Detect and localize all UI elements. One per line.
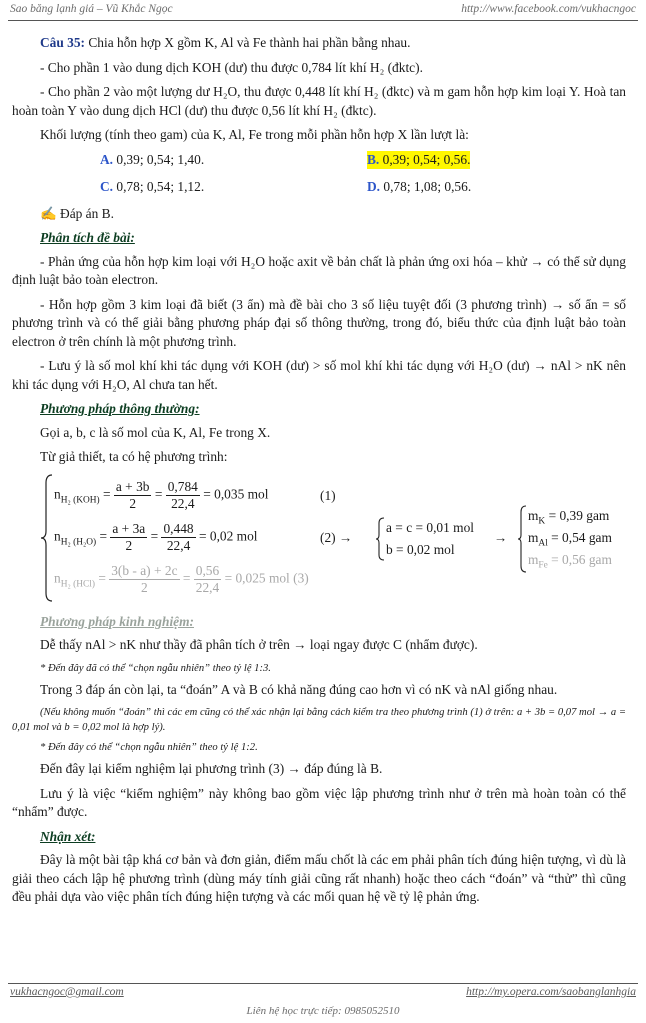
experience-p4: Lưu ý là việc “kiểm nghiệm” này không bao gồm việc lập phương trình như ở trên mà hoàn toàn có thể “nhẩm” được. <box>12 785 626 819</box>
experience-note-3: * Đến đây có thể “chọn ngẫu nhiên” theo tỷ lệ 1:2. <box>40 742 258 753</box>
option-d[interactable]: D. 0,78; 1,08; 0,56. <box>367 178 472 194</box>
mass-k: $m_K = 0,39$ gam <box>528 507 610 527</box>
left-brace <box>40 473 54 603</box>
solution-b: b = 0,02 mol <box>386 541 455 557</box>
header-rule <box>8 20 638 21</box>
equation-2-tag: (2) → <box>320 529 353 545</box>
equation-1-tag: (1) <box>320 487 336 503</box>
analysis-p3: - Lưu ý là số mol khí khi tác dụng với KOH (dư) > số mol khí khi tác dụng với H₂O (dư) → nAl > nK nên khi tác dụng với H₂O, Al chưa tan hết. <box>12 358 626 392</box>
equation-system <box>12 473 626 603</box>
document-body <box>12 34 626 913</box>
page-header <box>10 3 636 15</box>
header-link[interactable]: http://www.facebook.com/vukhacngoc <box>461 3 636 15</box>
question-label: Câu 35: <box>40 35 86 50</box>
analysis-p1: - Phản ứng của hỗn hợp kim loại với H₂O hoặc axit về bản chất là phản ứng oxi hóa – khử → có thể sử dụng định luật bảo toàn electron. <box>12 253 626 287</box>
result-arrow: → <box>494 529 508 545</box>
remark-p1: Đây là một bài tập khá cơ bản và đơn giản, điểm mấu chốt là các em phải phân tích đúng hiện tượng, vì dù là giải theo cách lập hệ phương trình (dùng máy tính giải cũng rất nhanh) hoặc theo cách “đoán” và “thử” thì cũng đều phải dựa vào việc phân tích đúng hiện tượng và các mối quan hệ về tỷ lệ phản ứng. <box>12 852 626 904</box>
experience-p2: Trong 3 đáp án còn lại, ta “đoán” A và B có khả năng đúng cao hơn vì có nK và nAl giống nhau. <box>40 681 558 697</box>
footer-email[interactable]: vukhacngoc@gmail.com <box>10 986 124 998</box>
header-author: Sao băng lạnh giá – Vũ Khắc Ngọc <box>10 3 173 15</box>
analysis-p2: - Hỗn hợp gồm 3 kim loại đã biết (3 ẩn) mà đề bài cho 3 số liệu tuyệt đối (3 phương trình) → số ẩn = số phương trình và có thể giải bằng phương pháp đại số thông thường, trong đó, biểu thức của định luật bảo toàn electron ở trên chính là một phương trình. <box>12 296 626 349</box>
footer-link[interactable]: http://my.opera.com/saobanglanhgia <box>466 986 636 998</box>
experience-method-heading: Phương pháp kinh nghiệm: <box>40 613 194 629</box>
experience-p1: Dễ thấy nAl > nK như thầy đã phân tích ở trên → loại ngay được C (nhẩm được). <box>40 637 478 652</box>
equation-2: $n_{H_2 (H_2O)}$ = $\frac{a + 3a}{2}$ = $\frac{0,448}{22,4}$ = 0,02 mol <box>54 520 258 553</box>
remark-heading: Nhận xét: <box>40 828 96 844</box>
options-row-1 <box>12 151 626 173</box>
normal-p2: Từ giả thiết, ta có hệ phương trình: <box>40 449 228 464</box>
mass-al: $m_{Al} = 0,54$ gam <box>528 529 612 549</box>
equation-3: $n_{H_2 (HCl)}$ = $\frac{3(b - a) + 2c}{2}$ = $\frac{0,56}{22,4}$ = 0,025 mol (3) <box>54 562 309 595</box>
mass-fe: $m_{Fe} = 0,56$ gam <box>528 551 612 571</box>
analysis-heading: Phân tích đề bài: <box>40 230 135 245</box>
question-stem: Câu 35: Chia hỗn hợp X gồm K, Al và Fe thành hai phần bằng nhau. <box>40 35 411 50</box>
equation-1: $n_{H_2 (KOH)}$ = $\frac{a + 3b}{2}$ = $\frac{0,784}{22,4}$ = 0,035 mol <box>54 478 269 511</box>
question-ask: Khối lượng (tính theo gam) của K, Al, Fe trong mỗi phần hỗn hợp X lần lượt là: <box>40 127 469 142</box>
answer-line: ✍ Đáp án B. <box>40 205 114 221</box>
experience-note-2: (Nếu không muốn “đoán” thì các em cũng có thể xác nhận lại bằng cách kiểm tra theo phương trình (1) ở trên: a + 3b = 0,07 mol → a = 0,01 mol và b = 0,02 mol là hợp lý). <box>12 707 626 733</box>
option-b[interactable]: B. 0,39; 0,54; 0,56. <box>367 151 470 170</box>
footer-contact: Liên hệ học trực tiếp: 0985052510 <box>246 1005 400 1017</box>
normal-method-heading: Phương pháp thông thường: <box>40 401 200 416</box>
option-a[interactable]: A. 0,39; 0,54; 1,40. <box>100 151 205 167</box>
experience-note-1: * Đến đây đã có thể “chọn ngẫu nhiên” theo tỷ lệ 1:3. <box>40 662 271 674</box>
question-line-1: - Cho phần 1 vào dung dịch KOH (dư) thu được 0,784 lít khí H₂ (đktc). <box>40 59 423 75</box>
options-row-2 <box>12 178 626 200</box>
question-line-2: - Cho phần 2 vào một lượng dư H₂O, thu được 0,448 lít khí H₂ (đktc) và m gam hỗn hợp kim loại Y. Hoà tan hoàn toàn Y vào dung dịch HCl (dư) thu được 0,56 lít khí H₂ (đktc). <box>12 84 626 118</box>
solution-ac: a = c = 0,01 mol <box>386 519 474 535</box>
footer-rule <box>8 983 638 984</box>
option-c[interactable]: C. 0,78; 0,54; 1,12. <box>100 178 205 194</box>
mass-brace <box>517 505 527 573</box>
normal-p1: Gọi a, b, c là số mol của K, Al, Fe trong X. <box>40 424 271 440</box>
solution-brace <box>375 517 385 561</box>
experience-p3: Đến đây lại kiểm nghiệm lại phương trình (3) → đáp đúng là B. <box>40 761 383 776</box>
